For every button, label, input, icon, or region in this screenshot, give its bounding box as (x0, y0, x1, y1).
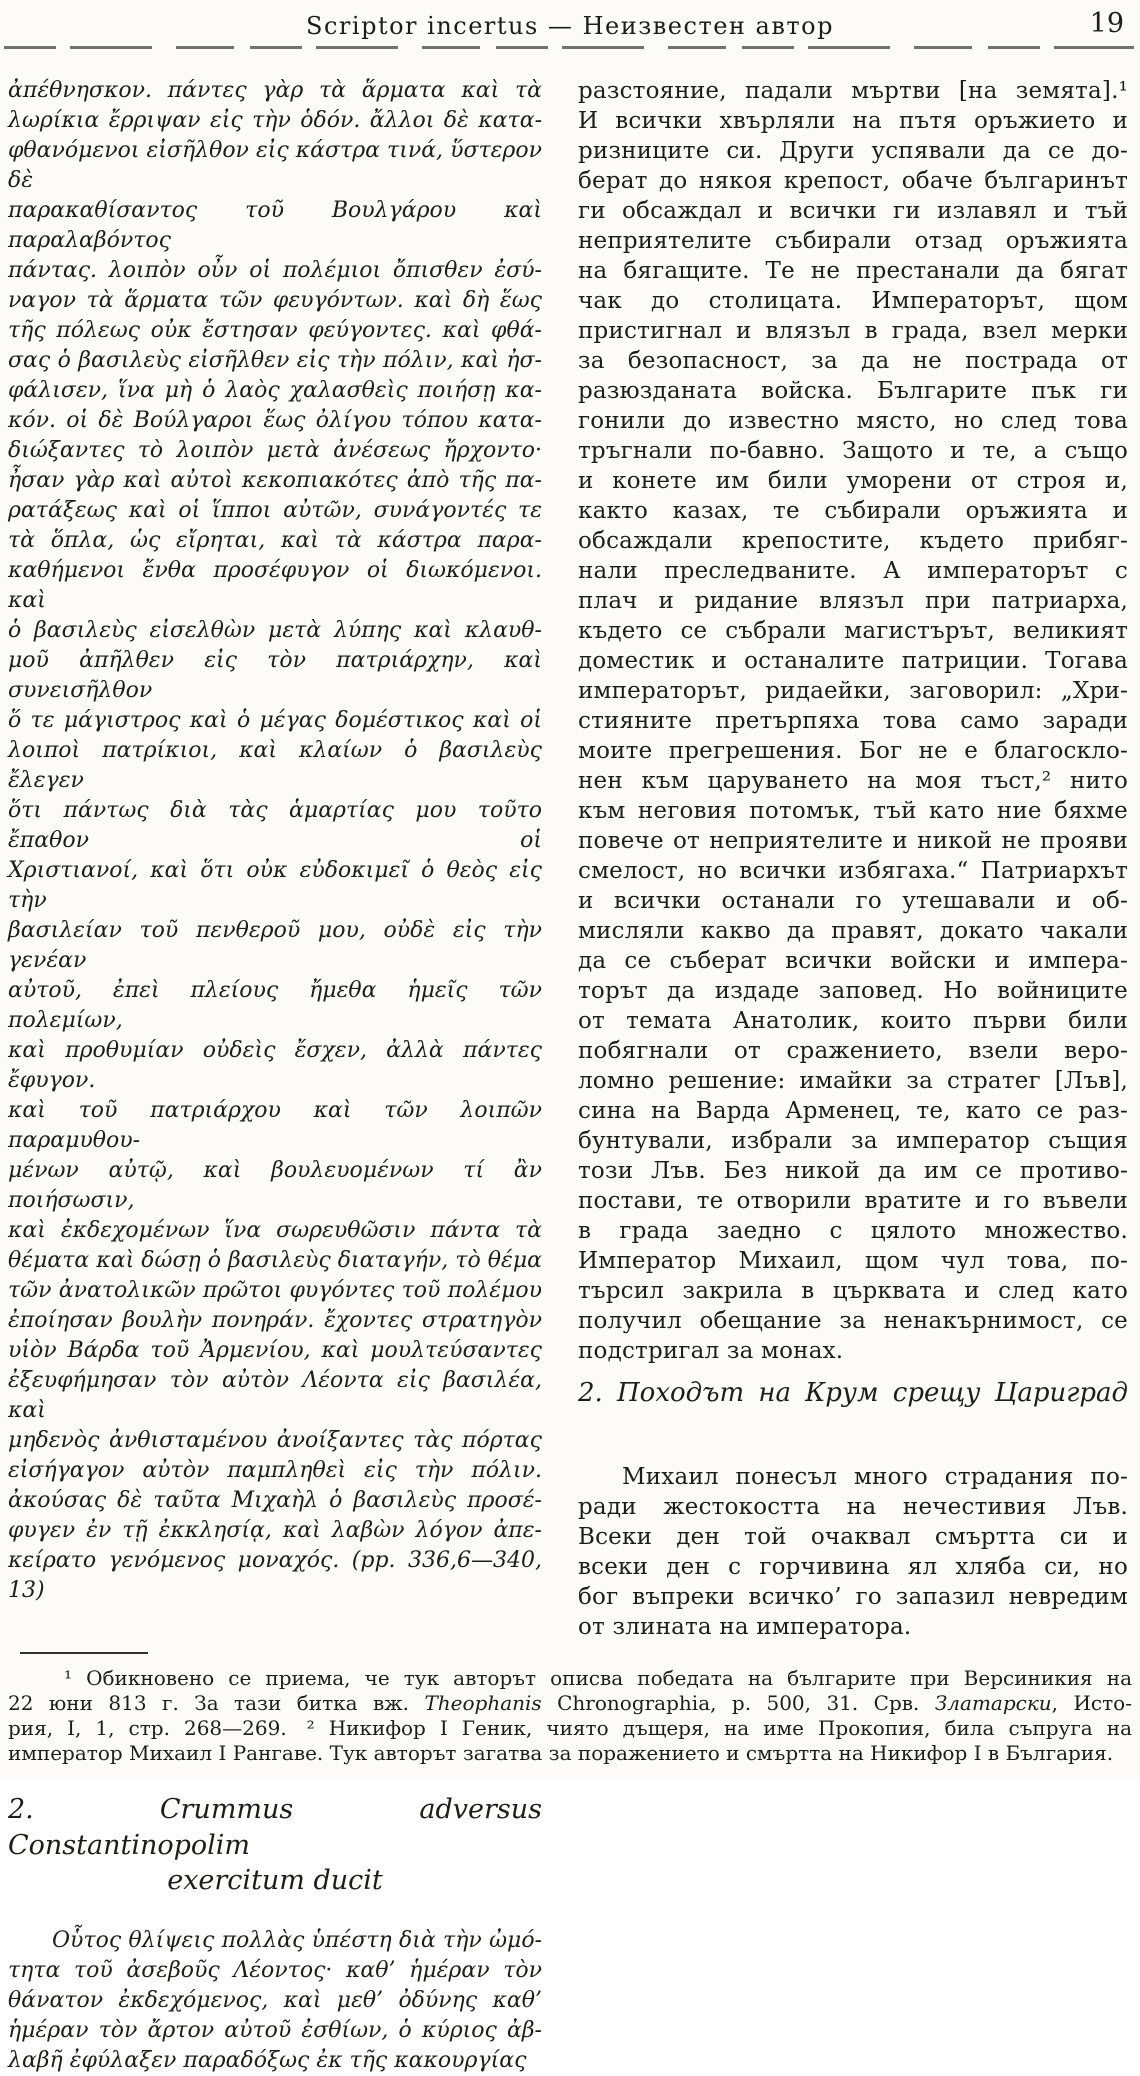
text-line: πάντας. λοιπὸν οὖν οἱ πολέμιοι ὄπισθεν ἐσύ- (8, 258, 542, 283)
text-line: където се събрали магистърът, великият (578, 618, 1128, 644)
text-line: κόν. οἱ δὲ Βούλγαροι ἕως ὀλίγου τόπου κατα- (8, 408, 542, 433)
text-line: неприятелите събирали отзад оръжията (578, 228, 1128, 254)
text-line: ¹ Обикновено се приема, че тук авторът описва победата на българите при Версиникия на (64, 1666, 1132, 1690)
text-line: διώξαντες τὸ λοιπὸν μετὰ ἀνέσεως ἤρχοντο· (8, 438, 542, 463)
text-line: на бягащите. Те не престанали да бягат (578, 258, 1128, 284)
text-line: търсил закрила в църквата и след като (578, 1278, 1128, 1304)
running-header-title: Scriptor incertus — Неизвестен автор (306, 12, 834, 40)
text-line: εἰσήγαγον αὐτὸν παμπληθεὶ εἰς τὴν πόλιν. (8, 1458, 542, 1483)
bulgarian-section-heading: 2. Походът на Крум срещу Цариград (578, 1378, 1128, 1408)
text-line: нали преследваните. А императорът с (578, 558, 1128, 584)
text-line: стияните претърпяха това само заради (578, 708, 1128, 734)
footnote-block (8, 1666, 1132, 1766)
text-line: ломно решение: имайки за стратег [Лъв], (578, 1068, 1128, 1094)
text-line: повече от неприятелите и никой не прояви (578, 828, 1128, 854)
bulgarian-paragraph-2 (578, 1462, 1128, 1642)
text-line: плач и ридание влязъл при патриарха, (578, 588, 1128, 614)
text-line: мисляли какво да правят, докато чакали (578, 918, 1128, 944)
text-line: сина на Варда Арменец, те, като се раз- (578, 1098, 1128, 1124)
text-line: ради жестокостта на нечестивия Лъв. (578, 1494, 1128, 1520)
text-line: смелост, но всички избягаха.“ Патриархът (578, 858, 1128, 884)
text-line: μηδενὸς ἀνθισταμένου ἀνοίξαντες τὰς πόρτας (8, 1428, 542, 1453)
text-line: Χριστιανοί, καὶ ὅτι οὐκ εὐδοκιμεῖ ὁ θεὸς εἰς τὴν (8, 858, 542, 913)
text-line: торът да издаде заповед. Но войниците (578, 978, 1128, 1004)
page-number: 19 (1089, 8, 1124, 39)
text-line: ἀπέθνησκον. πάντες γὰρ τὰ ἅρματα καὶ τὰ (8, 78, 542, 103)
text-line: ἐποίησαν βουλὴν πονηράν. ἔχοντες στρατηγὸν (8, 1308, 542, 1333)
text-line: μοῦ ἀπῆλθεν εἰς τὸν πατριάρχην, καὶ συνεισῆλθον (8, 648, 542, 703)
text-line: ὁ βασιλεὺς εἰσελθὼν μετὰ λύπης καὶ κλαυθ- (8, 618, 542, 643)
text-line: императорът, ридаейки, заговорил: „Хри- (578, 678, 1128, 704)
header-rule (4, 46, 1134, 49)
text-line: обсаждали крепостите, където прибяг- (578, 528, 1128, 554)
text-line: император Михаил I Рангаве. Тук авторът загатва за поражението и смъртта на Никифор I в България. (8, 1741, 1114, 1765)
text-line: 22 юни 813 г. За тази битка вж. Theophanis Chronographia, p. 500, 31. Срв. Златарски, Исто- (8, 1691, 1132, 1715)
text-line: καὶ προθυμίαν οὐδεὶς ἔσχεν, ἀλλὰ πάντες ἔφυγον. (8, 1038, 542, 1093)
text-line: пристигнал и влязъл в града, взел мерки (578, 318, 1128, 344)
text-line: ἦσαν γὰρ καὶ αὐτοὶ κεκοπιακότες ἀπὸ τῆς πα- (8, 468, 542, 493)
text-line: моите прегрешения. Бог не е благоскло- (578, 738, 1128, 764)
text-line: разюзданата войска. Българите пък ги (578, 378, 1128, 404)
text-line: тръгнали по-бавно. Защото и те, а също (578, 438, 1128, 464)
text-line: ἡμέραν τὸν ἄρτον αὐτοῦ ἐσθίων, ὁ κύριος ἀβ- (8, 2018, 542, 2043)
text-line: към неговия потомък, тъй като ние бяхме (578, 798, 1128, 824)
text-line: ἐξευφήμησαν τὸν αὐτὸν Λέοντα εἰς βασιλέα, καὶ (8, 1368, 542, 1423)
text-line: бог въпреки всичко’ го запазил невредим (578, 1584, 1128, 1610)
text-line: φυγεν ἐν τῇ ἐκκλησίᾳ, καὶ λαβὼν λόγον ἀπε- (8, 1518, 542, 1543)
latin-section-heading-line1: 2. Crummus adversus Constantinopolim (8, 1794, 542, 1861)
text-line: θέματα καὶ δώσῃ ὁ βασιλεὺς διαταγήν, τὸ θέμα (8, 1248, 542, 1273)
text-line: λοιποὶ πατρίκιοι, καὶ κλαίων ὁ βασιλεὺς ἔλεγεν (8, 738, 542, 793)
text-line: и конете им били уморени от строя и, (578, 468, 1128, 494)
text-line: бунтували, избрали за император същия (578, 1128, 1128, 1154)
text-line: φθανόμενοι εἰσῆλθον εἰς κάστρα τινά, ὕστερον δὲ (8, 138, 542, 193)
text-line: καθήμενοι ἔνθα προσέφυγον οἱ διωκόμενοι. καὶ (8, 558, 542, 613)
text-line: както казах, те събирали оръжията и (578, 498, 1128, 524)
text-line: φάλισεν, ἵνα μὴ ὁ λαὸς χαλασθεὶς ποιήσῃ κα- (8, 378, 542, 403)
text-line: получил обещание за ненакърнимост, се (578, 1308, 1128, 1334)
text-line: доместик и останалите патриции. Тогава (578, 648, 1128, 674)
text-line: гонили до известно място, но след това (578, 408, 1128, 434)
text-line: от злината на императора. (578, 1614, 912, 1640)
text-line: καὶ τοῦ πατριάρχου καὶ τῶν λοιπῶν παραμυθου- (8, 1098, 542, 1153)
bulgarian-paragraph-1 (578, 76, 1128, 1366)
text-line: κείρατο γενόμενος μοναχός. (pp. 336,6—340, 13) (8, 1548, 542, 1603)
text-line: за безопасност, за да не пострада от (578, 348, 1128, 374)
text-line: ὅ τε μάγιστρος καὶ ὁ μέγας δομέστικος καὶ οἱ (8, 708, 542, 733)
latin-section-heading-line2: exercitum ducit (167, 1865, 383, 1896)
text-line: αὐτοῦ, ἐπεὶ πλείους ἤμεθα ἡμεῖς τῶν πολεμίων, (8, 978, 542, 1033)
text-line: И всички хвърляли на пътя оръжието и (578, 108, 1128, 134)
text-line: τὰ ὅπλα, ὡς εἴρηται, καὶ τὰ κάστρα παρα- (8, 528, 542, 553)
text-line: да се съберат всички войски и импера- (578, 948, 1128, 974)
text-line: τῆς πόλεως οὐκ ἔστησαν φεύγοντες. καὶ φθά- (8, 318, 542, 343)
text-line: всеки ден с горчивина ял хляба си, но (578, 1554, 1128, 1580)
text-line: τῶν ἀνατολικῶν πρῶτοι φυγόντες τοῦ πολέμου (8, 1278, 542, 1303)
greek-paragraph-2 (8, 1926, 542, 2076)
text-line: постави, те отворили вратите и го въвели (578, 1188, 1128, 1214)
text-line: ги обсаждал и всички ги излавял и тъй (578, 198, 1128, 224)
text-line: Император Михаил, щом чул това, по- (578, 1248, 1128, 1274)
text-line: λαβῆ ἐφύλαξεν παραδόξως ἐκ τῆς κακουργίας (8, 2048, 527, 2073)
text-line: ризниците си. Други успявали да се до- (578, 138, 1128, 164)
text-line: от темата Анатолик, които първи били (578, 1008, 1128, 1034)
text-line: καὶ ἐκδεχομένων ἵνα σωρευθῶσιν πάντα τὰ (8, 1218, 542, 1243)
text-line: παρακαθίσαντος τοῦ Βουλγάρου καὶ παραλαβόντος (8, 198, 542, 253)
text-line: и всички останали го утешавали и об- (578, 888, 1128, 914)
latin-section-heading (8, 1792, 542, 1898)
text-line: чак до столицата. Императорът, щом (578, 288, 1128, 314)
text-line: θάνατον ἐκδεχόμενος, καὶ μεθ’ ὀδύνης καθ’ (8, 1988, 542, 2013)
bulgarian-translation-column (578, 76, 1128, 1642)
text-line: ναγον τὰ ἅρματα τῶν φευγόντων. καὶ δὴ ἕως (8, 288, 542, 313)
text-line: ρατάξεως καὶ οἱ ἵπποι αὐτῶν, συνάγοντές τε (8, 498, 542, 523)
text-line: рия, I, 1, стр. 268—269. ² Никифор I Геник, чиято дъщеря, на име Прокопия, била съпруга на (8, 1716, 1132, 1740)
text-line: σας ὁ βασιλεὺς εἰσῆλθεν εἰς τὴν πόλιν, καὶ ἠσ- (8, 348, 542, 373)
text-line: Всеки ден той очаквал смъртта си и (578, 1524, 1128, 1550)
text-line: τητα τοῦ ἀσεβοῦς Λέοντος· καθ’ ἡμέραν τὸν (8, 1958, 542, 1983)
text-line: λωρίκια ἔρριψαν εἰς τὴν ὁδόν. ἄλλοι δὲ κατα- (8, 108, 542, 133)
text-line: Михаил понесъл много страдания по- (622, 1464, 1128, 1490)
text-line: ὅτι πάντως διὰ τὰς ἁμαρτίας μου τοῦτο ἔπαθον οἱ (8, 798, 542, 853)
text-line: Οὗτος θλίψεις πολλὰς ὑπέστη διὰ τὴν ὠμό- (52, 1928, 542, 1953)
text-line: берат до някоя крепост, обаче българинът (578, 168, 1128, 194)
text-line: нен към царуването на моя тъст,² нито (578, 768, 1128, 794)
text-line: разстояние, падали мъртви [на земята].¹ (578, 78, 1128, 104)
text-line: ἀκούσας δὲ ταῦτα Μιχαὴλ ὁ βασιλεὺς προσέ- (8, 1488, 542, 1513)
text-line: този Лъв. Без никой да им се противо- (578, 1158, 1128, 1184)
text-line: в града заедно с цялото множество. (578, 1218, 1128, 1244)
text-line: побягнали от сражението, взели веро- (578, 1038, 1128, 1064)
greek-source-column (8, 76, 542, 2076)
text-line: подстригал за монах. (578, 1338, 844, 1364)
text-line: βασιλείαν τοῦ πενθεροῦ μου, οὐδὲ εἰς τὴν γενέαν (8, 918, 542, 973)
text-line: μένων αὐτῷ, καὶ βουλευομένων τί ἂν ποιήσωσιν, (8, 1158, 542, 1213)
text-line: υἱὸν Βάρδα τοῦ Ἀρμενίου, καὶ μουλτεύσαντες (8, 1338, 542, 1363)
footnote-rule (20, 1652, 148, 1654)
greek-paragraph-1 (8, 76, 542, 1606)
